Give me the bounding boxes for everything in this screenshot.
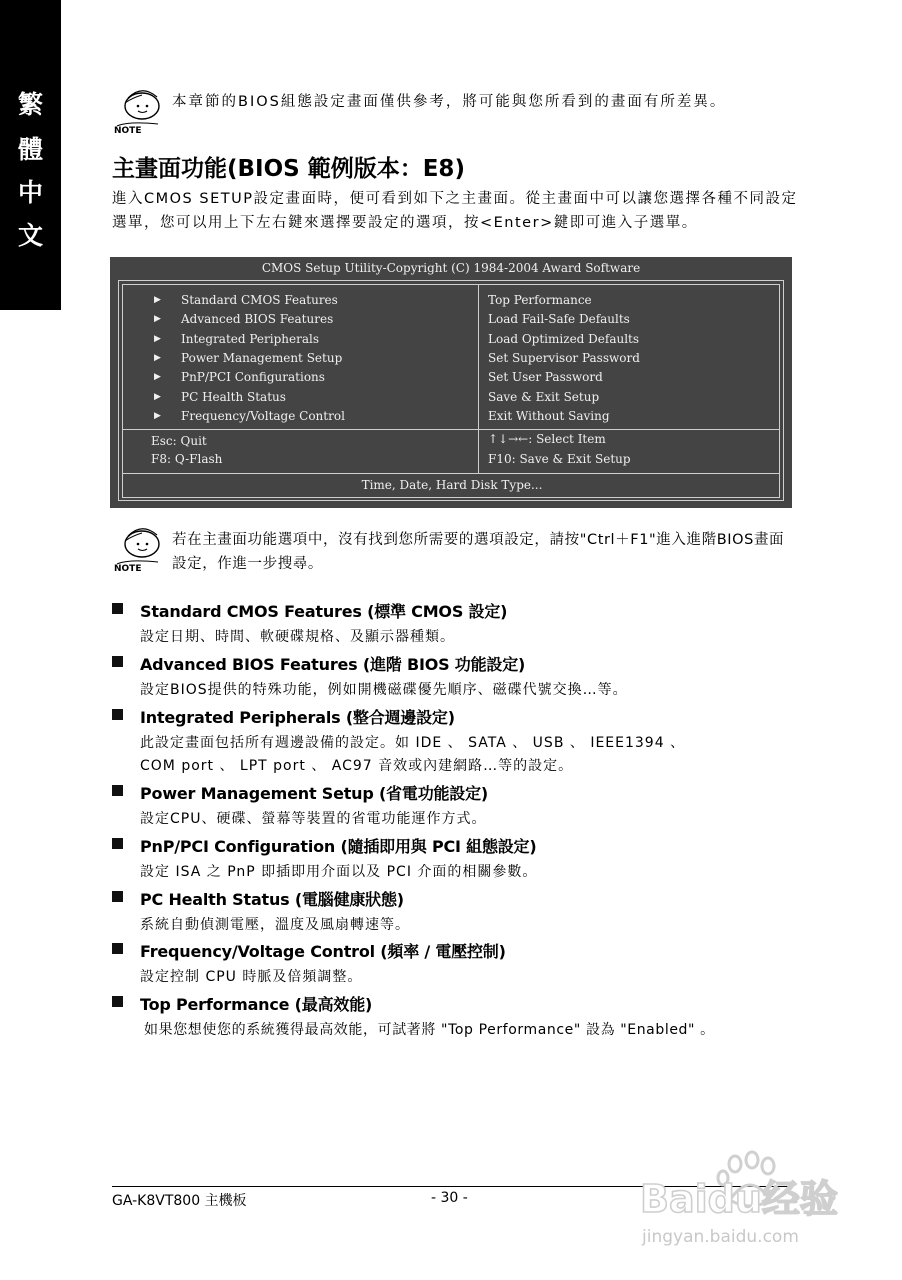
bios-frame <box>118 280 784 501</box>
bios-arrow-icon: ▶ <box>154 295 161 305</box>
bios-menu-item: Set Supervisor Password <box>488 351 640 365</box>
bios-status-text: Time, Date, Hard Disk Type... <box>361 478 543 492</box>
section-title: Standard CMOS Features (標準 CMOS 設定) <box>140 602 508 621</box>
section-title: Top Performance (最高效能) <box>140 995 373 1014</box>
bios-main-menu-screenshot <box>110 257 792 508</box>
bios-column-divider <box>478 284 479 474</box>
section-description: COM port 、 LPT port 、 AC97 音效或內建網路…等的設定。 <box>140 758 574 774</box>
square-bullet-icon <box>112 785 123 796</box>
bios-menu-item: Power Management Setup <box>181 351 343 365</box>
bios-key-hint: F10: Save & Exit Setup <box>488 452 631 466</box>
note-text: 本章節的BIOS組態設定畫面僅供參考，將可能與您所看到的畫面有所差異。 <box>172 94 727 110</box>
page-number: - 30 - <box>431 1190 468 1206</box>
side-tab-char: 中 <box>17 178 43 207</box>
baidu-watermark <box>630 1150 860 1260</box>
section-description: 如果您想使您的系統獲得最高效能，可試著將 "Top Performance" 設為 "Enabled" 。 <box>144 1022 715 1038</box>
square-bullet-icon <box>112 838 123 849</box>
note-icon <box>112 524 166 574</box>
watermark-brand: Baidu经验 <box>640 1177 838 1221</box>
bios-arrow-icon: ▶ <box>154 372 161 382</box>
intro-paragraph: 進入CMOS SETUP設定畫面時，便可看到如下之主畫面。從主畫面中可以讓您選擇各種不同設定選單，您可以用上下左右鍵來選擇要設定的選項，按<Enter>鍵即可進入子選單。 <box>112 191 798 231</box>
bios-key-hint: Esc: Quit <box>151 434 207 448</box>
square-bullet-icon <box>112 709 123 720</box>
side-tab-char: 繁 <box>17 90 43 119</box>
watermark-url: jingyan.baidu.com <box>642 1227 799 1247</box>
section-description: 設定 ISA 之 PnP 即插即用介面以及 PCI 介面的相關參數。 <box>140 864 538 880</box>
bios-menu-item: PC Health Status <box>181 390 286 404</box>
section-description: 設定日期、時間、軟硬碟規格、及顯示器種類。 <box>140 629 455 645</box>
section-description: 設定控制 CPU 時脈及倍頻調整。 <box>140 969 363 985</box>
bios-menu-item: Advanced BIOS Features <box>181 312 334 326</box>
section-title: PC Health Status (電腦健康狀態) <box>140 890 404 909</box>
section-title: Power Management Setup (省電功能設定) <box>140 784 489 803</box>
note-label: NOTE <box>114 564 142 574</box>
side-tab-char: 文 <box>17 221 43 250</box>
section-title: Advanced BIOS Features (進階 BIOS 功能設定) <box>140 655 526 674</box>
bios-arrow-icon: ▶ <box>154 314 161 324</box>
section-title: Frequency/Voltage Control (頻率 / 電壓控制) <box>140 942 506 961</box>
section-title: PnP/PCI Configuration (隨插即用與 PCI 組態設定) <box>140 837 537 856</box>
page-heading: 主畫面功能(BIOS 範例版本：E8) <box>112 156 465 182</box>
square-bullet-icon <box>112 996 123 1007</box>
section-description: 設定BIOS提供的特殊功能，例如開機磁碟優先順序、磁碟代號交換…等。 <box>140 682 628 698</box>
footer-model: GA-K8VT800 主機板 <box>112 1193 247 1209</box>
bios-menu-item: Standard CMOS Features <box>181 293 338 307</box>
bios-arrow-icon: ▶ <box>154 353 161 363</box>
square-bullet-icon <box>112 891 123 902</box>
square-bullet-icon <box>112 656 123 667</box>
bios-menu-item: Save & Exit Setup <box>488 390 600 404</box>
bios-key-hint: ↑↓→←: Select Item <box>488 432 606 446</box>
bios-arrow-icon: ▶ <box>154 334 161 344</box>
section-description: 系統自動偵測電壓，溫度及風扇轉速等。 <box>140 917 410 933</box>
bios-menu-item: Load Fail-Safe Defaults <box>488 312 630 326</box>
section-title: Integrated Peripherals (整合週邊設定) <box>140 708 455 727</box>
note-text: 若在主畫面功能選項中，沒有找到您所需要的選項設定，請按"Ctrl＋F1"進入進階BIOS畫面設定，作進一步搜尋。 <box>172 532 785 572</box>
bios-menu-item: PnP/PCI Configurations <box>181 370 325 384</box>
bios-key-hint: F8: Q-Flash <box>151 452 223 466</box>
bios-menu-item: Frequency/Voltage Control <box>181 409 345 423</box>
bios-menu-item: Set User Password <box>488 370 603 384</box>
bios-menu-item: Integrated Peripherals <box>181 332 319 346</box>
bios-status-bar <box>122 474 780 498</box>
bios-key-legend <box>122 430 780 474</box>
section-description: 此設定畫面包括所有週邊設備的設定。如 IDE 、 SATA 、 USB 、 IEEE1394 、 <box>140 735 686 751</box>
language-side-tab <box>0 0 61 310</box>
side-tab-char: 體 <box>17 135 43 164</box>
bios-arrow-icon: ▶ <box>154 411 161 421</box>
note-label: NOTE <box>114 126 142 136</box>
bios-menu-item: Exit Without Saving <box>488 409 610 423</box>
section-description: 設定CPU、硬碟、螢幕等裝置的省電功能運作方式。 <box>140 811 487 827</box>
bios-menu-area <box>122 284 780 430</box>
bios-arrow-icon: ▶ <box>154 392 161 402</box>
bios-menu-item: Top Performance <box>488 293 592 307</box>
bios-menu-item: Load Optimized Defaults <box>488 332 640 346</box>
square-bullet-icon <box>112 943 123 954</box>
square-bullet-icon <box>112 603 123 614</box>
bios-title-bar: CMOS Setup Utility-Copyright (C) 1984-2004 Award Software <box>261 261 641 275</box>
note-icon <box>112 86 166 136</box>
